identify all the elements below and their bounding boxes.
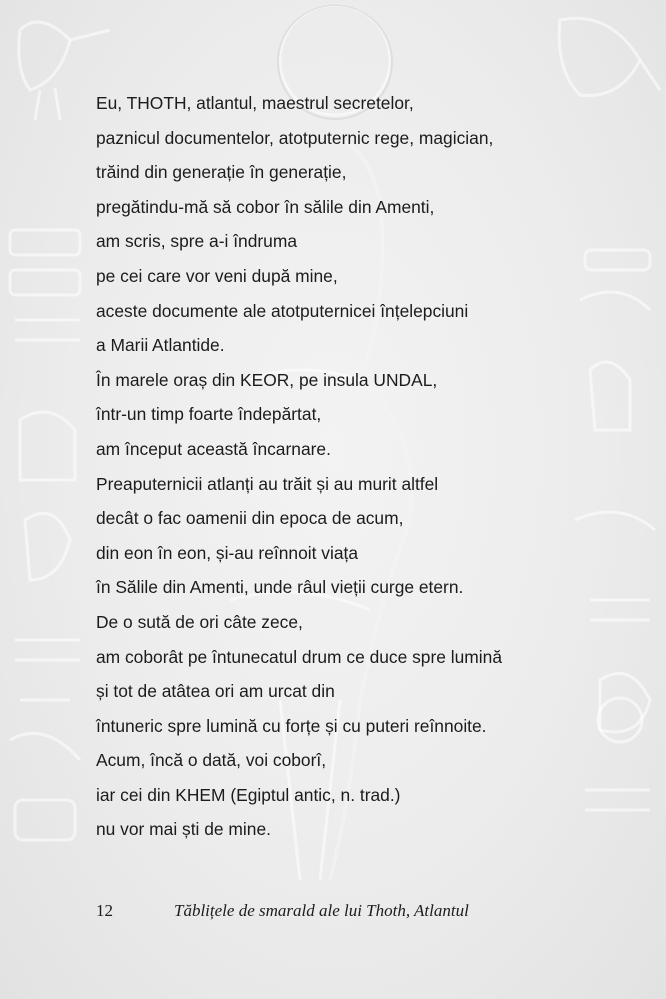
text-line: Acum, încă o dată, voi coborî,	[96, 750, 327, 771]
page-footer	[96, 898, 616, 924]
text-line: am scris, spre a-i îndruma	[96, 231, 298, 252]
text-line: am coborât pe întunecatul drum ce duce spre lumină	[96, 646, 503, 667]
text-line: pregătindu-mă să cobor în sălile din Amenti,	[96, 196, 435, 217]
text-line: De o sută de ori câte zece,	[96, 611, 303, 632]
text-line: Preaputernicii atlanți au trăit și au murit altfel	[96, 473, 439, 494]
text-line: iar cei din KHEM (Egiptul antic, n. trad.)	[96, 784, 401, 805]
text-line: trăind din generație în generație,	[96, 162, 347, 183]
text-line: și tot de atâtea ori am urcat din	[96, 681, 335, 702]
text-line: pe cei care vor veni după mine,	[96, 265, 338, 286]
text-line: decât o fac oamenii din epoca de acum,	[96, 508, 404, 529]
page-number: 12	[96, 901, 113, 920]
text-line: a Marii Atlantide.	[96, 335, 225, 356]
text-line: în Sălile din Amenti, unde râul vieții curge etern.	[96, 577, 464, 598]
text-line: aceste documente ale atotputernicei înțelepciuni	[96, 300, 469, 321]
text-line: din eon în eon, și-au reînnoit viața	[96, 542, 358, 563]
text-line: am început această încarnare.	[96, 438, 331, 459]
text-line: paznicul documentelor, atotputernic rege, magician,	[96, 127, 494, 148]
text-line: întuneric spre lumină cu forțe și cu puteri reînnoite.	[96, 715, 487, 736]
poem-text	[96, 86, 636, 847]
running-title: Tăblițele de smarald ale lui Thoth, Atlantul	[174, 901, 469, 920]
text-line: într-un timp foarte îndepărtat,	[96, 404, 322, 425]
text-line: Eu, THOTH, atlantul, maestrul secretelor,	[96, 93, 414, 113]
text-line: În marele oraș din KEOR, pe insula UNDAL,	[96, 369, 438, 390]
text-line: nu vor mai ști de mine.	[96, 819, 271, 840]
